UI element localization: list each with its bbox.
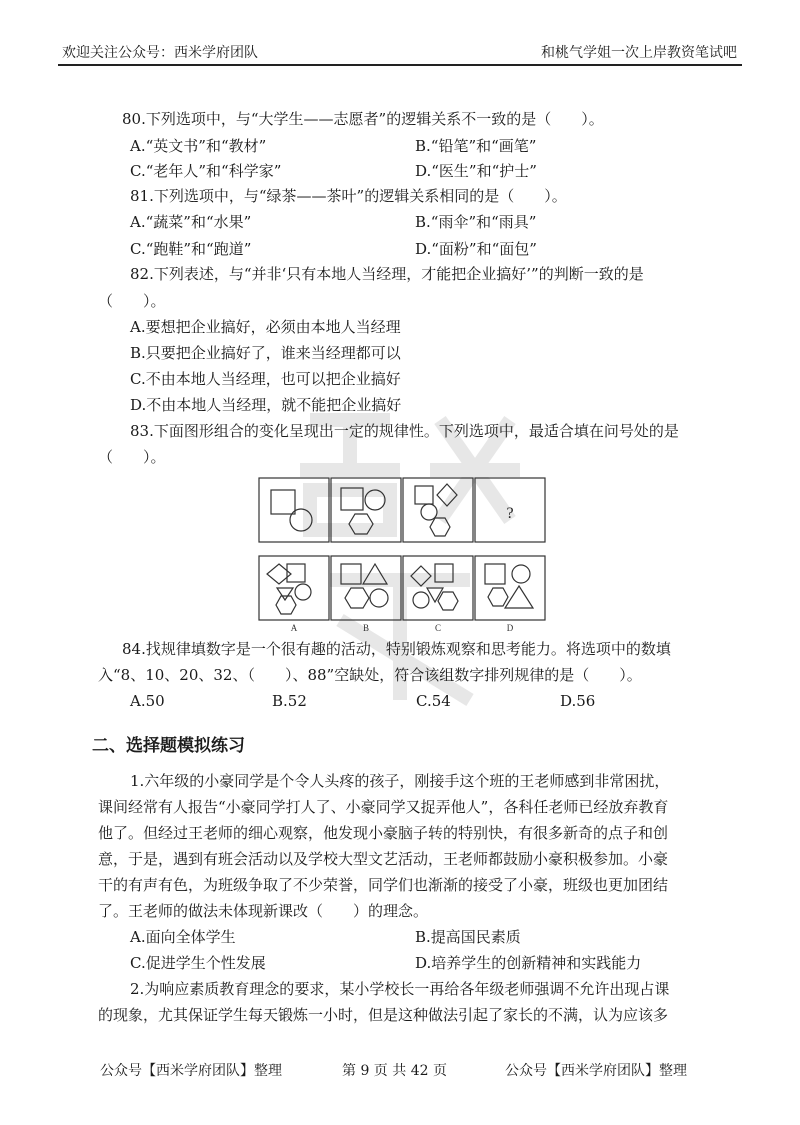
q80-option-b: B.“铅笔”和“画笔” (415, 137, 537, 155)
footer-page-number: 第 9 页 共 42 页 (342, 1063, 447, 1079)
s1-line5: 干的有声有色，为班级争取了不少荣誉，同学们也渐渐的接受了小豪，班级也更加团结 (98, 876, 669, 894)
q80-option-a: A.“英文书”和“教材” (130, 137, 267, 155)
q81-option-c: C.“跑鞋”和“跑道” (130, 240, 252, 258)
q81-stem: 81.下列选项中，与“绿茶——茶叶”的逻辑关系相同的是（ ）。 (130, 187, 567, 205)
shape-hexagon (349, 514, 373, 534)
shape-square (271, 490, 295, 514)
footer-right: 公众号【西米学府团队】整理 (505, 1063, 687, 1079)
q82-stem-line2: （ ）。 (98, 292, 166, 310)
shape-circle (295, 584, 311, 600)
shape-circle (365, 490, 385, 510)
shape-triangle (363, 564, 387, 584)
shape-square (341, 564, 361, 584)
q84-option-b: B.52 (272, 692, 307, 710)
s1-option-c: C.促进学生个性发展 (130, 954, 266, 972)
shape-hexagon (345, 588, 369, 608)
shape-diamond (437, 484, 457, 506)
q80-option-d: D.“医生”和“护士” (415, 162, 537, 180)
shape-square (485, 564, 505, 584)
q83-stem-line2: （ ）。 (98, 448, 166, 466)
question-mark: ? (506, 505, 514, 522)
q83-figure-puzzle (257, 476, 547, 634)
shape-square (415, 486, 433, 504)
s2-line1: 2.为响应素质教育理念的要求，某小学校长一再给各年级老师强调不允许出现占课 (130, 980, 670, 998)
shape-triangle (505, 586, 533, 608)
s1-option-a: A.面向全体学生 (130, 928, 236, 946)
q81-option-b: B.“雨伞”和“雨具” (415, 213, 537, 231)
footer-left: 公众号【西米学府团队】整理 (100, 1063, 282, 1079)
option-label-a: A (290, 623, 298, 633)
shape-circle (290, 509, 312, 531)
q83-stem-line1: 83.下面图形组合的变化呈现出一定的规律性。下列选项中，最适合填在问号处的是 (130, 422, 679, 440)
q84-option-a: A.50 (130, 692, 165, 710)
figure-cell-1 (259, 478, 329, 542)
header-right-text: 和桃气学姐一次上岸教资笔试吧 (541, 45, 737, 61)
s1-line1: 1.六年级的小豪同学是个令人头疼的孩子，刚接手这个班的王老师感到非常困扰， (130, 772, 670, 790)
shape-circle (370, 589, 388, 607)
s2-line2: 的现象，尤其保证学生每天锻炼一小时，但是这种做法引起了家长的不满，认为应该多 (98, 1006, 669, 1024)
shape-circle (512, 565, 530, 583)
header-left-text: 欢迎关注公众号：西米学府团队 (62, 45, 258, 61)
shape-diamond (411, 566, 431, 586)
q84-option-c: C.54 (416, 692, 451, 710)
s1-line6: 了。王老师的做法未体现新课改（ ）的理念。 (98, 902, 429, 920)
option-label-c: C (434, 623, 442, 633)
shape-circle (413, 592, 429, 608)
s1-option-b: B.提高国民素质 (415, 928, 521, 946)
q82-option-b: B.只要把企业搞好了，谁来当经理都可以 (130, 344, 401, 362)
q81-option-d: D.“面粉”和“面包” (415, 240, 537, 258)
shape-square (435, 564, 453, 582)
s1-line4: 意，于是，遇到有班会活动以及学校大型文艺活动，王老师都鼓励小豪积极参加。小豪 (98, 850, 669, 868)
option-label-b: B (362, 623, 370, 633)
q81-option-a: A.“蔬菜”和“水果” (130, 213, 252, 231)
section-title: 二、选择题模拟练习 (92, 736, 245, 756)
q82-option-c: C.不由本地人当经理，也可以把企业搞好 (130, 370, 401, 388)
q84-option-d: D.56 (560, 692, 596, 710)
s1-option-d: D.培养学生的创新精神和实践能力 (415, 954, 642, 972)
shape-hexagon (488, 588, 508, 606)
option-label-d: D (506, 623, 514, 633)
header-divider (58, 64, 742, 66)
s1-line3: 他了。但经过王老师的细心观察，他发现小豪脑子转的特别快，有很多新奇的点子和创 (98, 824, 669, 842)
q84-stem-line2: 入“8、10、20、32、（ ）、88”空缺处，符合该组数字排列规律的是（ ）。 (98, 666, 642, 684)
q82-option-d: D.不由本地人当经理，就不能把企业搞好 (130, 396, 402, 414)
shape-square (341, 488, 363, 510)
s1-line2: 课间经常有人报告“小豪同学打人了、小豪同学又捉弄他人”，各科任老师已经放弃教育 (98, 798, 669, 816)
q82-stem-line1: 82.下列表述，与“并非‘只有本地人当经理，才能把企业搞好’”的判断一致的是 (130, 265, 644, 283)
q82-option-a: A.要想把企业搞好，必须由本地人当经理 (130, 318, 401, 336)
figure-cell-3 (403, 478, 473, 542)
q84-stem-line1: 84.找规律填数字是一个很有趣的活动，特别锻炼观察和思考能力。将选项中的数填 (122, 640, 671, 658)
shape-hexagon (430, 518, 450, 536)
shape-hexagon (438, 592, 458, 610)
option-cell-a (259, 556, 329, 620)
q80-option-c: C.“老年人”和“科学家” (130, 162, 282, 180)
q80-stem: 80.下列选项中，与“大学生——志愿者”的逻辑关系不一致的是（ ）。 (122, 110, 604, 128)
